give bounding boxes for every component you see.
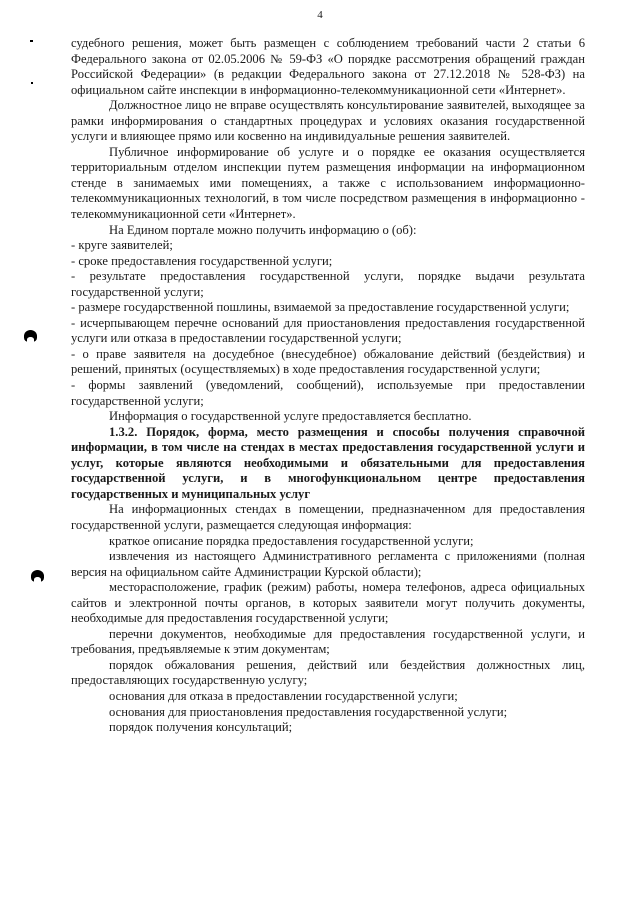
scan-dot bbox=[30, 40, 33, 42]
paragraph: - о праве заявителя на досудебное (внесудебное) обжалование действий (бездействия) и решений, принятых (осуществляемых) в ходе предоставления государственной услуги; bbox=[71, 346, 585, 377]
paragraph: перечни документов, необходимые для предоставления государственной услуги, и требования, предъявляемые к этим документам; bbox=[71, 626, 585, 657]
paragraph: порядок получения консультаций; bbox=[109, 720, 293, 735]
paragraph: основания для приостановления предоставления государственной услуги; bbox=[109, 704, 508, 719]
scan-dot bbox=[31, 82, 33, 84]
paragraph: краткое описание порядка предоставления государственной услуги; bbox=[109, 533, 474, 548]
punch-hole-mark bbox=[24, 330, 37, 342]
paragraph: - круге заявителей; bbox=[71, 238, 173, 253]
paragraph: Должностное лицо не вправе осуществлять консультирование заявителей, выходящее за рамки информирования о стандартных процедурах и условиях оказания государственной услуги и влияющее прямо или косвенно на индивидуальные решения заявителей. bbox=[71, 98, 585, 144]
paragraph: основания для отказа в предоставлении государственной услуги; bbox=[109, 688, 458, 703]
document-body bbox=[71, 36, 585, 736]
paragraph: Информация о государственной услуге предоставляется бесплатно. bbox=[109, 409, 472, 424]
paragraph: - сроке предоставления государственной услуги; bbox=[71, 253, 333, 268]
paragraph: На Едином портале можно получить информацию о (об): bbox=[109, 222, 417, 237]
paragraph: судебного решения, может быть размещен с соблюдением требований части 2 статьи 6 Федерального закона от 02.05.2006 № 59-ФЗ «О порядке рассмотрения обращений граждан Российской Федерации» (в редакции Федерального закона от 27.12.2018 № 528-ФЗ) на официальном сайте инспекции в информационно-телекоммуникационной сети «Интернет». bbox=[71, 36, 585, 97]
paragraph: - формы заявлений (уведомлений, сообщений), используемые при предоставлении государственной услуги; bbox=[71, 378, 585, 408]
paragraph: извлечения из настоящего Административного регламента с приложениями (полная версия на официальном сайте Администрации Курской области); bbox=[71, 549, 585, 579]
paragraph: порядок обжалования решения, действий или бездействия должностных лиц, предоставляющих государственную услугу; bbox=[71, 657, 585, 688]
punch-hole-mark bbox=[31, 570, 44, 582]
paragraph: месторасположение, график (режим) работы, номера телефонов, адреса официальных сайтов и электронной почты органов, в которых заявители могут получить документы, необходимые для предоставления государственной услуги; bbox=[71, 580, 585, 626]
paragraph: - результате предоставления государственной услуги, порядке выдачи результата государственной услуги; bbox=[71, 269, 585, 299]
page-number: 4 bbox=[317, 9, 323, 21]
paragraph: На информационных стендах в помещении, предназначенном для предоставления государственной услуги, размещается следующая информация: bbox=[71, 502, 585, 532]
paragraph: Публичное информирование об услуге и о порядке ее оказания осуществляется территориальным отделом инспекции путем размещения информации на информационном стенде в занимаемых ими помещениях, а также с использованием информационно-телекоммуникационных технологий, в том числе посредством размещения в информационно - телекоммуникационной сети «Интернет». bbox=[71, 144, 585, 222]
section-heading: 1.3.2. Порядок, форма, место размещения и способы получения справочной информации, в том числе на стендах в местах предоставления государственной услуги и услуг, которые являются необходимыми и обязательными для предоставления государственной услуги, и в многофункциональном центре предоставления государственных и муниципальных услуг bbox=[71, 424, 585, 501]
paragraph: - исчерпывающем перечне оснований для приостановления предоставления государственной услуги или отказа в предоставлении государственной услуги; bbox=[71, 315, 585, 346]
paragraph: - размере государственной пошлины, взимаемой за предоставление государственной услуги; bbox=[71, 300, 570, 315]
